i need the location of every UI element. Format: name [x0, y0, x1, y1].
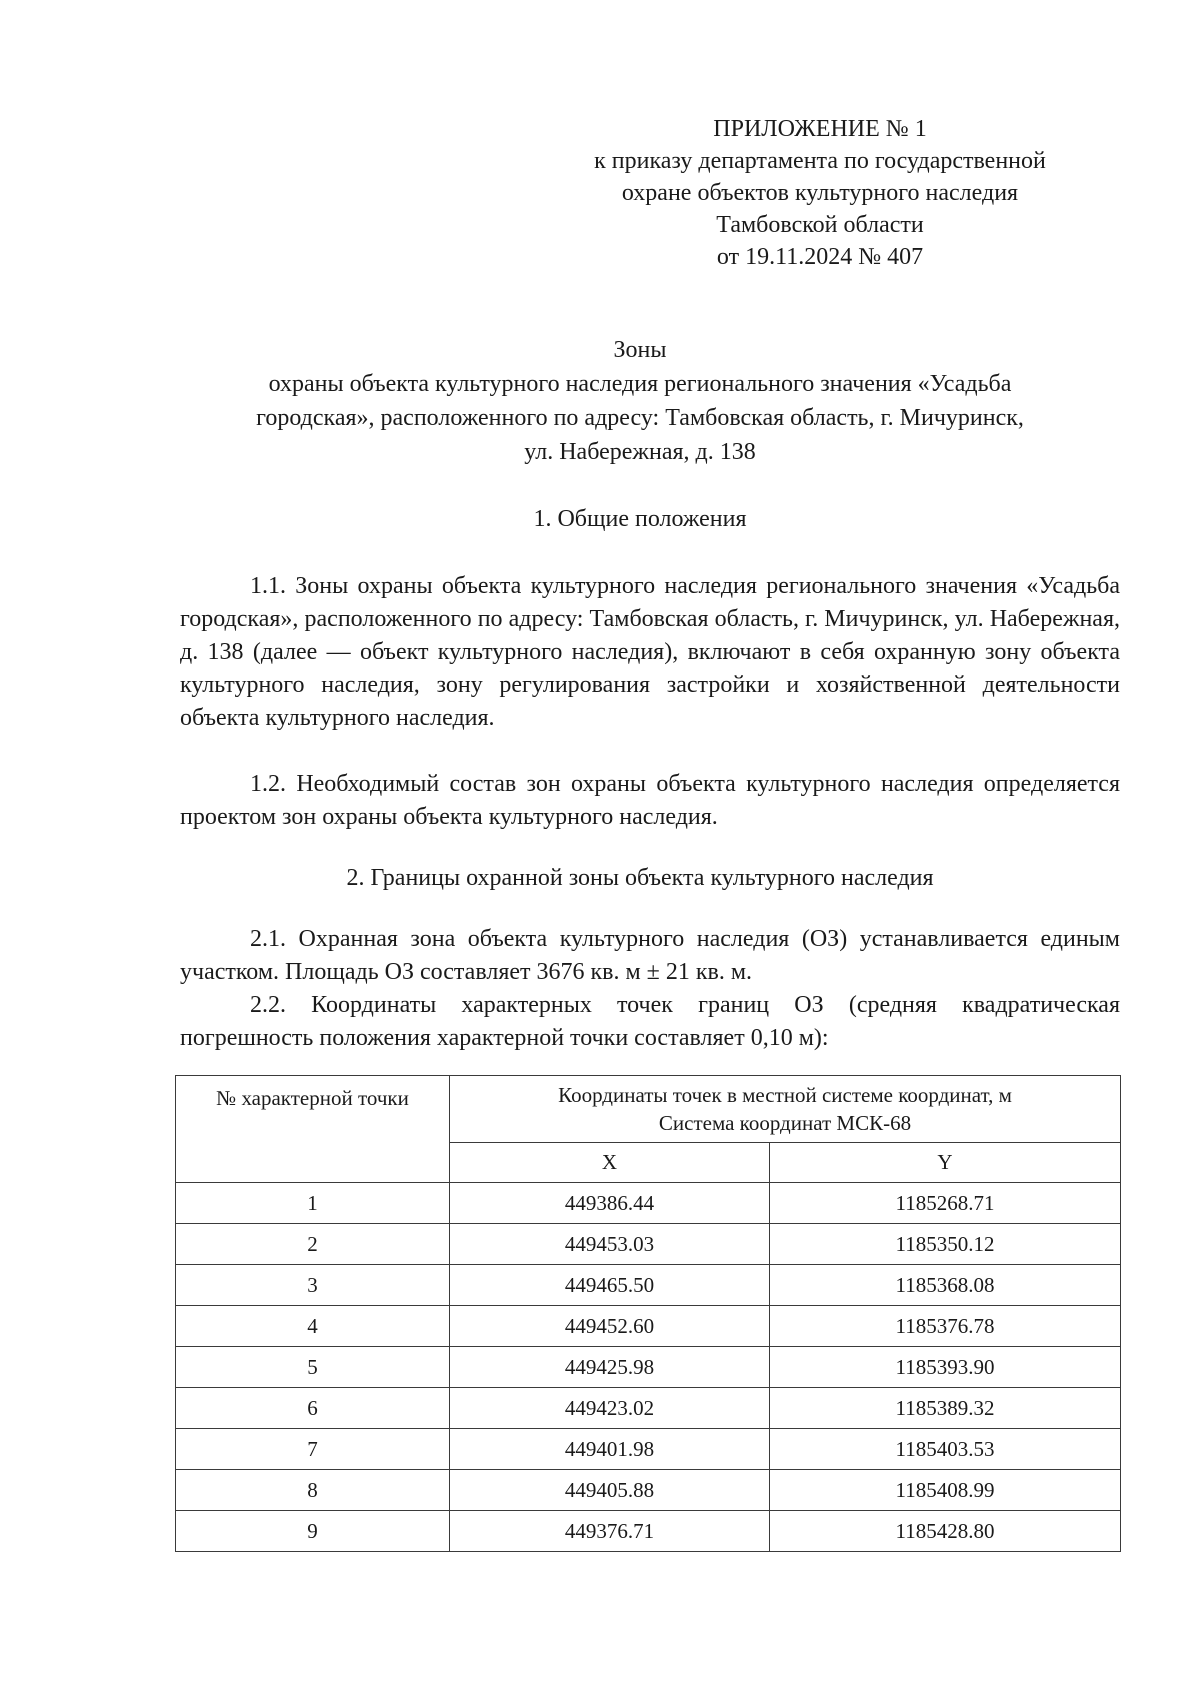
title-line: городская», расположенного по адресу: Тамбовская область, г. Мичуринск, [256, 405, 1024, 431]
cell-y: 1185428.80 [770, 1511, 1121, 1552]
title-line: охраны объекта культурного наследия регионального значения «Усадьба [268, 371, 1012, 397]
header-coordinate-system: Система координат МСК-68 [658, 1111, 912, 1135]
section-1-heading: 1. Общие положения [533, 506, 747, 532]
table-row [176, 1429, 1121, 1470]
coordinates-table [175, 1075, 1121, 1552]
table-row [176, 1183, 1121, 1224]
cell-point-number: 8 [176, 1470, 450, 1511]
cell-y: 1185350.12 [770, 1224, 1121, 1265]
cell-y: 1185376.78 [770, 1306, 1121, 1347]
cell-x: 449453.03 [450, 1224, 770, 1265]
cell-x: 449386.44 [450, 1183, 770, 1224]
cell-point-number: 6 [176, 1388, 450, 1429]
table-row [176, 1347, 1121, 1388]
title-line: Зоны [613, 337, 667, 363]
table-row [176, 1265, 1121, 1306]
cell-point-number: 2 [176, 1224, 450, 1265]
table-row [176, 1388, 1121, 1429]
cell-x: 449401.98 [450, 1429, 770, 1470]
cell-point-number: 4 [176, 1306, 450, 1347]
header-point-number: № характерной точки [176, 1076, 450, 1183]
cell-y: 1185389.32 [770, 1388, 1121, 1429]
cell-x: 449452.60 [450, 1306, 770, 1347]
table-row [176, 1470, 1121, 1511]
cell-x: 449423.02 [450, 1388, 770, 1429]
paragraph-2-1: 2.1. Охранная зона объекта культурного наследия (ОЗ) устанавливается единым участком. Площадь ОЗ составляет 3676 кв. м ± 21 кв. м. [180, 926, 1120, 985]
paragraph-1-2: 1.2. Необходимый состав зон охраны объекта культурного наследия определяется проектом зон охраны объекта культурного наследия. [180, 771, 1120, 830]
paragraph-1-1: 1.1. Зоны охраны объекта культурного наследия регионального значения «Усадьба городская», расположенного по адресу: Тамбовская область, г. Мичуринск, ул. Набережная, д. 138 (далее — объект культурного наследия), включают в себя охранную зону объекта культурного наследия, зону регулирования застройки и хозяйственной деятельности объекта культурного наследия. [180, 573, 1120, 731]
header-y: Y [770, 1143, 1121, 1183]
section-2-heading: 2. Границы охранной зоны объекта культурного наследия [346, 865, 934, 891]
table-header-row [176, 1076, 1121, 1143]
title-line: ул. Набережная, д. 138 [524, 439, 756, 465]
cell-y: 1185368.08 [770, 1265, 1121, 1306]
cell-x: 449465.50 [450, 1265, 770, 1306]
cell-point-number: 3 [176, 1265, 450, 1306]
cell-point-number: 1 [176, 1183, 450, 1224]
appendix-line: охране объектов культурного наследия [621, 180, 1019, 206]
paragraph-2-2: 2.2. Координаты характерных точек границ ОЗ (средняя квадратическая погрешность положения характерной точки составляет 0,10 м): [180, 992, 1120, 1051]
appendix-date-number: от 19.11.2024 № 407 [716, 244, 924, 270]
table-row [176, 1306, 1121, 1347]
appendix-line: Тамбовской области [716, 212, 924, 238]
appendix-line: к приказу департамента по государственной [594, 148, 1046, 174]
appendix-title: ПРИЛОЖЕНИЕ № 1 [713, 116, 927, 142]
cell-x: 449376.71 [450, 1511, 770, 1552]
cell-point-number: 9 [176, 1511, 450, 1552]
cell-y: 1185268.71 [770, 1183, 1121, 1224]
table-row [176, 1511, 1121, 1552]
table-row [176, 1224, 1121, 1265]
cell-point-number: 5 [176, 1347, 450, 1388]
appendix-header [560, 113, 1080, 273]
cell-point-number: 7 [176, 1429, 450, 1470]
cell-y: 1185408.99 [770, 1470, 1121, 1511]
cell-y: 1185393.90 [770, 1347, 1121, 1388]
header-coordinates-line: Координаты точек в местной системе координат, м [558, 1083, 1012, 1107]
cell-x: 449405.88 [450, 1470, 770, 1511]
document-title [170, 333, 1110, 469]
cell-y: 1185403.53 [770, 1429, 1121, 1470]
cell-x: 449425.98 [450, 1347, 770, 1388]
header-x: X [450, 1143, 770, 1183]
header-coordinates [450, 1076, 1121, 1143]
